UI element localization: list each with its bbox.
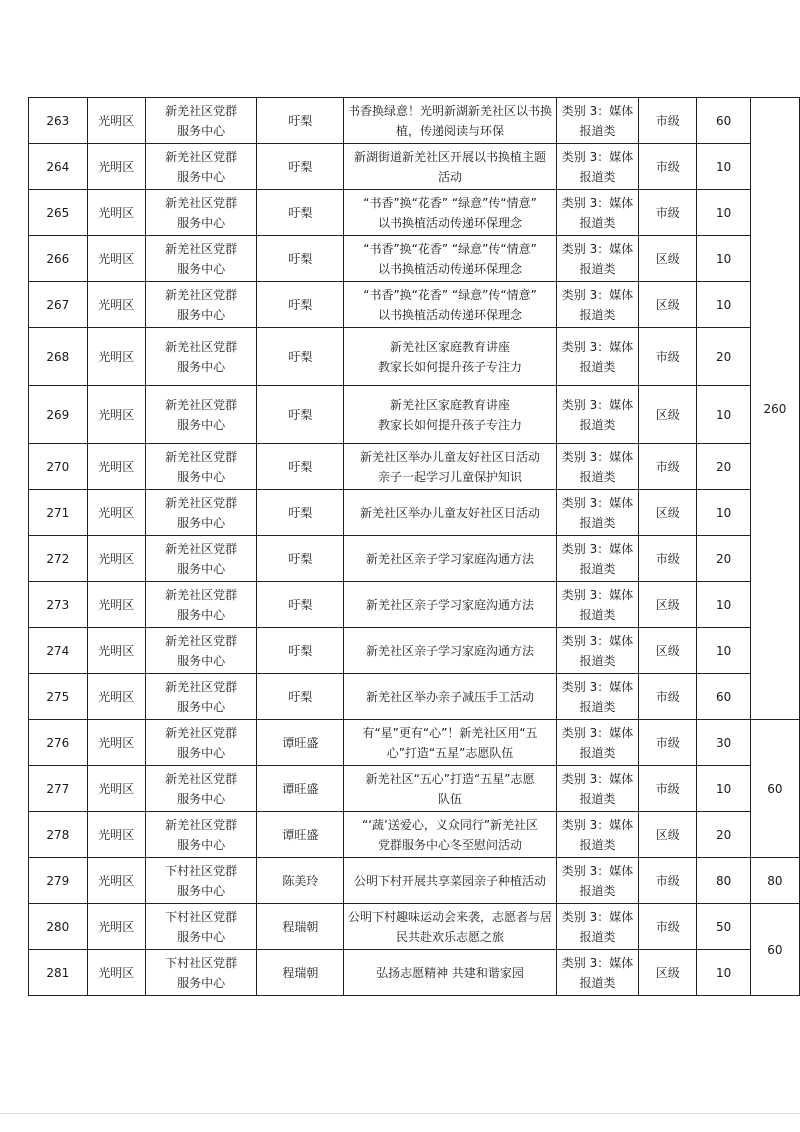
table-row [29,98,800,144]
district-cell: 光明区 [87,950,145,996]
row-number: 263 [29,98,88,144]
district-cell: 光明区 [87,282,145,328]
level-cell: 区级 [639,236,697,282]
level-cell: 区级 [639,812,697,858]
district-cell: 光明区 [87,444,145,490]
group-total-cell: 60 [750,904,799,996]
organization-cell: 新羌社区党群 服务中心 [145,190,257,236]
person-cell: 程瑞朝 [257,904,344,950]
organization-cell: 新羌社区党群 服务中心 [145,328,257,386]
level-cell: 市级 [639,766,697,812]
organization-cell: 新羌社区党群 服务中心 [145,582,257,628]
district-cell: 光明区 [87,236,145,282]
score-cell: 60 [697,98,751,144]
table-row [29,328,800,386]
district-cell: 光明区 [87,490,145,536]
person-cell: 吁梨 [257,144,344,190]
table-row [29,144,800,190]
table-row [29,628,800,674]
table-row [29,720,800,766]
title-cell: 新羌社区举办儿童友好社区日活动 [344,490,557,536]
level-cell: 区级 [639,490,697,536]
title-cell: 书香换绿意！光明新湖新羌社区以书换 植，传递阅读与环保 [344,98,557,144]
table-body [29,98,800,996]
district-cell: 光明区 [87,674,145,720]
category-cell: 类别 3：媒体 报道类 [556,720,638,766]
score-cell: 60 [697,674,751,720]
row-number: 266 [29,236,88,282]
category-cell: 类别 3：媒体 报道类 [556,444,638,490]
row-number: 269 [29,386,88,444]
score-cell: 10 [697,190,751,236]
district-cell: 光明区 [87,766,145,812]
score-cell: 10 [697,582,751,628]
score-cell: 80 [697,858,751,904]
level-cell: 市级 [639,858,697,904]
row-number: 271 [29,490,88,536]
group-total-cell: 60 [750,720,799,858]
category-cell: 类别 3：媒体 报道类 [556,490,638,536]
score-cell: 10 [697,628,751,674]
category-cell: 类别 3：媒体 报道类 [556,190,638,236]
person-cell: 程瑞朝 [257,950,344,996]
table-row [29,444,800,490]
row-number: 277 [29,766,88,812]
row-number: 281 [29,950,88,996]
score-cell: 20 [697,328,751,386]
person-cell: 吁梨 [257,282,344,328]
title-cell: 弘扬志愿精神 共建和谐家园 [344,950,557,996]
table-row [29,386,800,444]
category-cell: 类别 3：媒体 报道类 [556,582,638,628]
title-cell: 公明下村趣味运动会来袭，志愿者与居 民共赴欢乐志愿之旅 [344,904,557,950]
category-cell: 类别 3：媒体 报道类 [556,536,638,582]
organization-cell: 新羌社区党群 服务中心 [145,282,257,328]
row-number: 270 [29,444,88,490]
organization-cell: 新羌社区党群 服务中心 [145,98,257,144]
row-number: 278 [29,812,88,858]
level-cell: 区级 [639,582,697,628]
district-cell: 光明区 [87,536,145,582]
score-cell: 10 [697,386,751,444]
table-row [29,282,800,328]
table-row [29,236,800,282]
person-cell: 吁梨 [257,674,344,720]
person-cell: 吁梨 [257,236,344,282]
row-number: 268 [29,328,88,386]
person-cell: 吁梨 [257,536,344,582]
category-cell: 类别 3：媒体 报道类 [556,674,638,720]
title-cell: 新羌社区家庭教育讲座 教家长如何提升孩子专注力 [344,328,557,386]
table-row [29,536,800,582]
table-row [29,950,800,996]
organization-cell: 新羌社区党群 服务中心 [145,674,257,720]
title-cell: “书香”换“花香” “绿意”传“情意” 以书换植活动传递环保理念 [344,282,557,328]
score-cell: 10 [697,282,751,328]
category-cell: 类别 3：媒体 报道类 [556,628,638,674]
category-cell: 类别 3：媒体 报道类 [556,812,638,858]
title-cell: “书香”换“花香” “绿意”传“情意” 以书换植活动传递环保理念 [344,190,557,236]
level-cell: 区级 [639,386,697,444]
district-cell: 光明区 [87,812,145,858]
table-row [29,904,800,950]
title-cell: 新羌社区亲子学习家庭沟通方法 [344,628,557,674]
person-cell: 吁梨 [257,490,344,536]
level-cell: 区级 [639,950,697,996]
score-cell: 50 [697,904,751,950]
district-cell: 光明区 [87,582,145,628]
category-cell: 类别 3：媒体 报道类 [556,766,638,812]
person-cell: 谭旺盛 [257,812,344,858]
organization-cell: 新羌社区党群 服务中心 [145,812,257,858]
score-cell: 20 [697,812,751,858]
table-row [29,490,800,536]
score-cell: 20 [697,444,751,490]
category-cell: 类别 3：媒体 报道类 [556,98,638,144]
district-cell: 光明区 [87,720,145,766]
organization-cell: 新羌社区党群 服务中心 [145,720,257,766]
row-number: 273 [29,582,88,628]
row-number: 265 [29,190,88,236]
organization-cell: 新羌社区党群 服务中心 [145,444,257,490]
row-number: 272 [29,536,88,582]
score-cell: 20 [697,536,751,582]
level-cell: 市级 [639,190,697,236]
table-row [29,582,800,628]
title-cell: 新羌社区亲子学习家庭沟通方法 [344,536,557,582]
category-cell: 类别 3：媒体 报道类 [556,328,638,386]
level-cell: 市级 [639,98,697,144]
row-number: 267 [29,282,88,328]
person-cell: 吁梨 [257,386,344,444]
person-cell: 吁梨 [257,328,344,386]
person-cell: 谭旺盛 [257,720,344,766]
person-cell: 吁梨 [257,190,344,236]
person-cell: 吁梨 [257,628,344,674]
title-cell: “‘蔬’送爱心，义众同行”新羌社区 党群服务中心冬至慰问活动 [344,812,557,858]
title-cell: 新湖街道新羌社区开展以书换植主题 活动 [344,144,557,190]
category-cell: 类别 3：媒体 报道类 [556,386,638,444]
group-total-cell: 260 [750,98,799,720]
category-cell: 类别 3：媒体 报道类 [556,236,638,282]
score-cell: 10 [697,144,751,190]
organization-cell: 新羌社区党群 服务中心 [145,536,257,582]
title-cell: 新羌社区家庭教育讲座 教家长如何提升孩子专注力 [344,386,557,444]
level-cell: 区级 [639,282,697,328]
person-cell: 吁梨 [257,582,344,628]
table-row [29,190,800,236]
district-cell: 光明区 [87,628,145,674]
title-cell: 新羌社区“五心”打造“五星”志愿 队伍 [344,766,557,812]
score-table [28,97,800,996]
level-cell: 市级 [639,904,697,950]
district-cell: 光明区 [87,858,145,904]
person-cell: 陈美玲 [257,858,344,904]
organization-cell: 新羌社区党群 服务中心 [145,490,257,536]
group-total-cell: 80 [750,858,799,904]
title-cell: 新羌社区举办儿童友好社区日活动 亲子一起学习儿童保护知识 [344,444,557,490]
row-number: 274 [29,628,88,674]
level-cell: 市级 [639,328,697,386]
page-bottom-rule [0,1113,800,1114]
organization-cell: 新羌社区党群 服务中心 [145,628,257,674]
organization-cell: 新羌社区党群 服务中心 [145,766,257,812]
level-cell: 市级 [639,674,697,720]
score-cell: 10 [697,766,751,812]
table-row [29,766,800,812]
category-cell: 类别 3：媒体 报道类 [556,950,638,996]
district-cell: 光明区 [87,904,145,950]
score-cell: 10 [697,490,751,536]
organization-cell: 新羌社区党群 服务中心 [145,386,257,444]
organization-cell: 下村社区党群 服务中心 [145,950,257,996]
level-cell: 市级 [639,444,697,490]
district-cell: 光明区 [87,328,145,386]
row-number: 276 [29,720,88,766]
category-cell: 类别 3：媒体 报道类 [556,858,638,904]
score-cell: 10 [697,950,751,996]
table-row [29,812,800,858]
score-cell: 30 [697,720,751,766]
district-cell: 光明区 [87,190,145,236]
score-cell: 10 [697,236,751,282]
person-cell: 吁梨 [257,444,344,490]
row-number: 279 [29,858,88,904]
district-cell: 光明区 [87,386,145,444]
row-number: 280 [29,904,88,950]
district-cell: 光明区 [87,144,145,190]
organization-cell: 新羌社区党群 服务中心 [145,144,257,190]
organization-cell: 下村社区党群 服务中心 [145,904,257,950]
table-row [29,674,800,720]
person-cell: 吁梨 [257,98,344,144]
title-cell: 新羌社区举办亲子减压手工活动 [344,674,557,720]
title-cell: “书香”换“花香” “绿意”传“情意” 以书换植活动传递环保理念 [344,236,557,282]
title-cell: 公明下村开展共享菜园亲子种植活动 [344,858,557,904]
level-cell: 市级 [639,536,697,582]
level-cell: 市级 [639,144,697,190]
person-cell: 谭旺盛 [257,766,344,812]
level-cell: 区级 [639,628,697,674]
table-row [29,858,800,904]
category-cell: 类别 3：媒体 报道类 [556,282,638,328]
row-number: 264 [29,144,88,190]
district-cell: 光明区 [87,98,145,144]
category-cell: 类别 3：媒体 报道类 [556,904,638,950]
category-cell: 类别 3：媒体 报道类 [556,144,638,190]
title-cell: 有“星”更有“心”！新羌社区用“五 心”打造“五星”志愿队伍 [344,720,557,766]
title-cell: 新羌社区亲子学习家庭沟通方法 [344,582,557,628]
organization-cell: 新羌社区党群 服务中心 [145,236,257,282]
row-number: 275 [29,674,88,720]
organization-cell: 下村社区党群 服务中心 [145,858,257,904]
level-cell: 市级 [639,720,697,766]
